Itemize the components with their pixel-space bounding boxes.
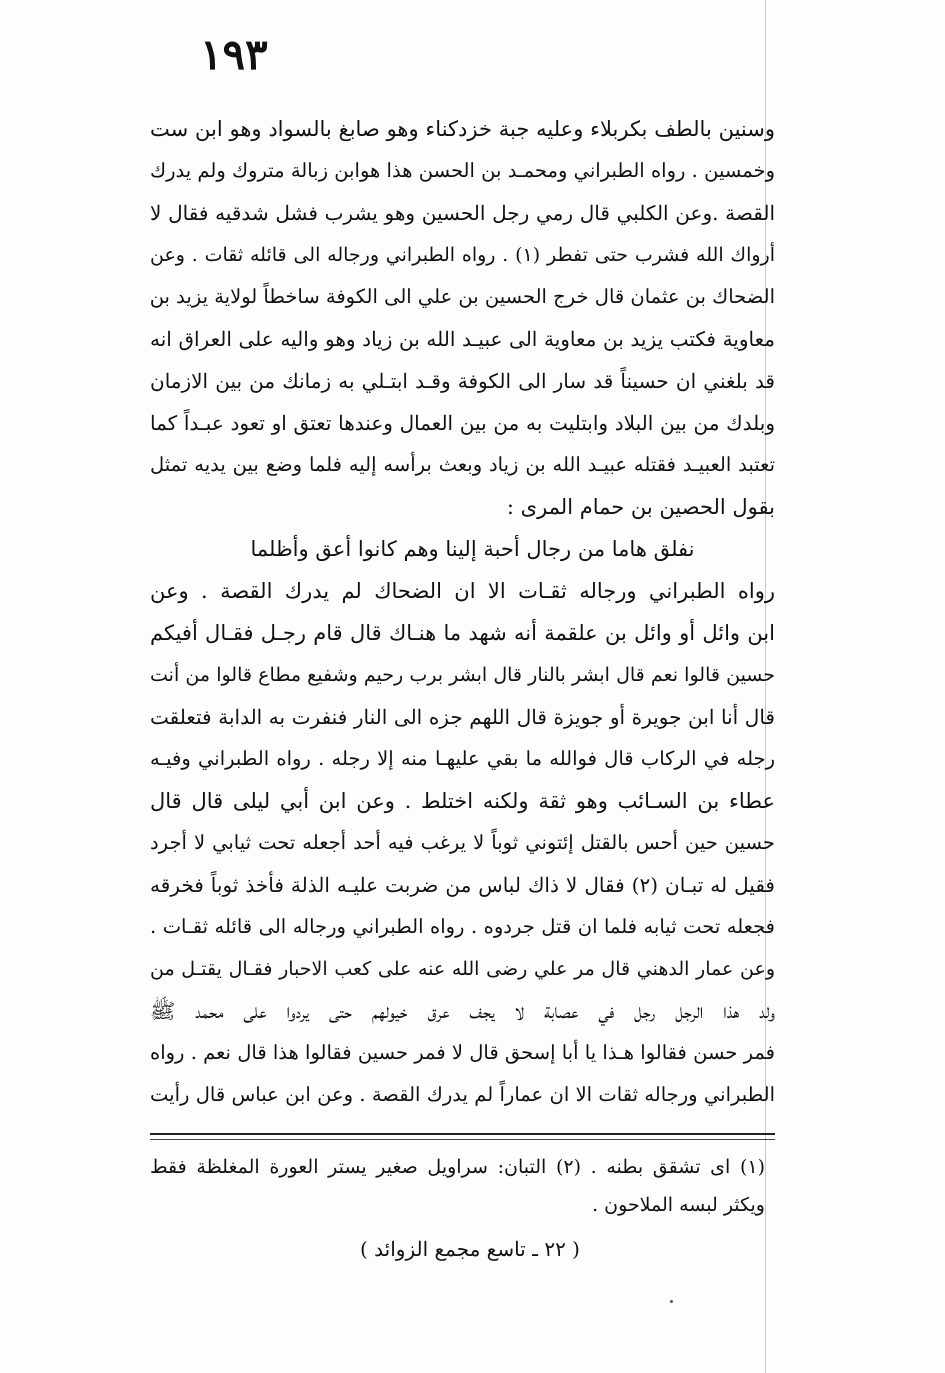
footnote-divider [150, 1133, 775, 1135]
text-line: قد بلغني ان حسيناً قد سار الى الكوفة وقـد ابتـلي به زمانك من بين الازمان [150, 369, 775, 393]
text-line: ولد هذا الرجل رجل في عصابة لا يجف عرق خيولهم حتى يردوا على محمد ﷺ [150, 999, 775, 1023]
footnote-line: (١) اى تشقق بطنه . (٢) التبان: سراويل صغير يستر العورة المغلظة فقط [150, 1156, 765, 1178]
poetry-verse: نفلق هاما من رجال أحبة إلينا وهم كانوا أعق وأظلما [250, 537, 695, 561]
text-line: القصة .وعن الكلبي قال رمي رجل الحسين وهو يشرب فشل شدقيه فقال لا [150, 201, 775, 225]
text-line: بقول الحصين بن حمام المرى : [506, 495, 775, 519]
signature-mark: ( ٢٢ ـ تاسع مجمع الزوائد ) [360, 1237, 580, 1261]
footnotes [150, 1148, 765, 1224]
text-line: عطاء بن السـائب وهو ثقة ولكنه اختلط . وعن ابن أبي ليلى قال قال [150, 789, 775, 813]
text-line: وسنين بالطف بكربلاء وعليه جبة خزدكناء وهو صابغ بالسواد وهو ابن ست [150, 117, 775, 141]
print-speck [670, 1300, 673, 1303]
text-line: وعن عمار الدهني قال مر علي رضى الله عنه على كعب الاحبار فقـال يقتـل من [150, 958, 775, 980]
text-line: الطبراني ورجاله ثقات الا ان عماراً لم يدرك القصة . وعن ابن عباس قال رأيت [150, 1083, 775, 1106]
text-line: ابن وائل أو وائل بن علقمة أنه شهد ما هنـاك قال قام رجـل فقـال أفيكم [150, 621, 775, 645]
text-line: رجله في الركاب قال فوالله ما بقي عليهـا منه إلا رجله . رواه الطبراني وفيـه [150, 747, 775, 770]
footnote-divider-thin [150, 1139, 775, 1140]
text-line: وخمسين . رواه الطبراني ومحمـد بن الحسن هذا هوابن زبالة متروك ولم يدرك [150, 159, 775, 182]
text-line: قال أنا ابن جويرة أو جويزة قال اللهم جزه الى النار فنفرت به الدابة فتعلقت [150, 705, 775, 729]
text-line: فمر حسن فقالوا هـذا يا أبا إسحق قال لا فمر حسين فقالوا هذا قال نعم . رواه [150, 1041, 775, 1064]
text-line: الضحاك بن عثمان قال خرج الحسين بن علي الى الكوفة ساخطاً لولاية يزيد بن [150, 285, 775, 308]
footnote-line: ويكثر لبسه الملاحون . [592, 1194, 765, 1216]
page-number: ١٩٣ [200, 30, 268, 79]
text-line: معاوية فكتب يزيد بن معاوية الى عبيـد الله بن زياد وهو واليه على العراق انه [150, 327, 775, 351]
text-line: فجعله تحت ثيابه فلما ان قتل جردوه . رواه الطبراني ورجاله الى قائله ثقـات . [150, 915, 775, 938]
body-text [150, 108, 775, 1116]
text-line: أرواك الله فشرب حتى تفطر (١) . رواه الطبراني ورجاله الى قائله ثقات . وعن [150, 244, 775, 266]
text-line: رواه الطبراني ورجاله ثقـات الا ان الضحاك لم يدرك القصة . وعن [150, 579, 775, 603]
text-line: وبلدك من بين البلاد وابتليت به من بين العمال وعندها تعتق او تعود عبـداً كما [150, 411, 775, 435]
text-line: حسين قالوا نعم قال ابشر بالنار قال ابشر برب رحيم وشفيع مطاع قالوا من أنت [150, 664, 775, 686]
text-line: حسين حين أحس بالقتل إئتوني ثوباً لا يرغب فيه أحد أجعله تحت ثيابي لا أجرد [150, 831, 775, 854]
text-line: تعتبد العبيـد فقتله عبيـد الله بن زياد وبعث برأسه إليه فلما وضع بين يديه تمثل [150, 453, 775, 476]
text-line: فقيل له تبـان (٢) فقال لا ذاك لباس من ضربت عليـه الذلة فأخذ ثوباً فخرقه [150, 873, 775, 897]
